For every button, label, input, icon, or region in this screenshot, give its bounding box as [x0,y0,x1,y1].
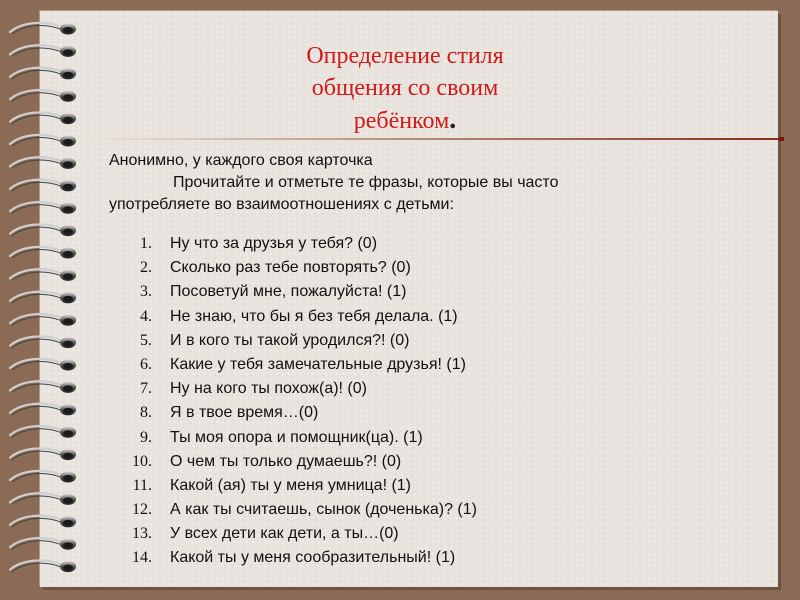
title-line-3-text: ребёнком [353,108,450,134]
item-number: 7. [140,380,152,398]
item-text: Я в твое время…(0) [170,404,319,422]
item-text: Какой (ая) ты у меня умница! (1) [170,476,412,494]
instructions [109,150,749,216]
spiral-ring [10,404,76,416]
item-text: Какой ты у меня сообразительный! (1) [170,549,456,567]
list-item [110,546,730,570]
item-number: 11. [132,476,152,494]
item-number: 14. [132,549,152,567]
spiral-ring [10,247,76,259]
item-text: Не знаю, что бы я без тебя делала. (1) [170,307,458,325]
spiral-ring [10,135,76,147]
title-period: . [449,104,457,135]
item-text: Сколько раз тебе повторять? (0) [170,259,411,277]
list-item [110,329,730,353]
list-item [110,426,730,450]
spiral-ring [10,68,76,80]
title-line-3 [260,104,550,137]
spiral-ring [10,493,76,505]
item-number: 6. [140,355,152,373]
spiral-ring [10,381,76,393]
intro-line-2: Прочитайте и отметьте те фразы, которые вы часто [173,174,559,191]
spiral-ring [10,538,76,550]
item-number: 2. [140,259,152,277]
list-item [110,280,730,304]
spiral-ring [10,314,76,326]
spiral-ring [10,336,76,348]
title-line-2: общения со своим [311,75,499,101]
list-item [110,401,730,425]
list-item [110,256,730,280]
item-number: 3. [140,283,152,301]
spiral-ring [10,359,76,371]
title-divider [84,138,784,140]
spiral-ring [10,112,76,124]
spiral-ring [10,202,76,214]
item-text: Ну что за друзья у тебя? (0) [170,235,378,252]
item-number: 1. [140,235,152,252]
item-number: 9. [140,428,152,446]
list-item [110,353,730,377]
spiral-ring [10,23,76,35]
item-text: Посоветуй мне, пожалуйста! (1) [170,283,407,301]
page-title [260,40,550,137]
spiral-binding [4,14,84,589]
spiral-ring [10,516,76,528]
list-item [110,232,730,256]
title-line-1: Определение стиля [306,43,504,69]
item-text: О чем ты только думаешь?! (0) [170,452,402,470]
intro-line-3: употребляете во взаимоотношениях с детьми: [109,196,454,213]
spiral-ring [10,560,76,572]
spiral-ring [10,292,76,304]
list-item [110,377,730,401]
item-number: 8. [140,404,152,422]
phrase-list [110,232,730,571]
item-number: 10. [132,452,152,470]
spiral-ring [10,157,76,169]
intro-line-1: Анонимно, у каждого своя карточка [109,152,373,169]
list-item [110,474,730,498]
spiral-ring [10,269,76,281]
spiral-ring [10,448,76,460]
item-number: 5. [140,331,152,349]
spiral-ring [10,90,76,102]
item-text: Ну на кого ты похож(а)! (0) [170,380,367,398]
spiral-ring [10,180,76,192]
item-number: 4. [140,307,152,325]
item-text: У всех дети как дети, а ты…(0) [170,525,399,543]
spiral-ring [10,45,76,57]
spiral-ring [10,471,76,483]
item-text: И в кого ты такой уродился?! (0) [170,331,410,349]
spiral-ring [10,224,76,236]
list-item [110,305,730,329]
list-item [110,498,730,522]
spiral-ring [10,426,76,438]
list-item [110,522,730,546]
item-number: 12. [132,501,152,519]
item-text: А как ты считаешь, сынок (доченька)? (1) [170,501,477,519]
item-number: 13. [132,525,152,543]
list-item [110,450,730,474]
item-text: Какие у тебя замечательные друзья! (1) [170,355,466,373]
item-text: Ты моя опора и помощник(ца). (1) [170,428,423,446]
